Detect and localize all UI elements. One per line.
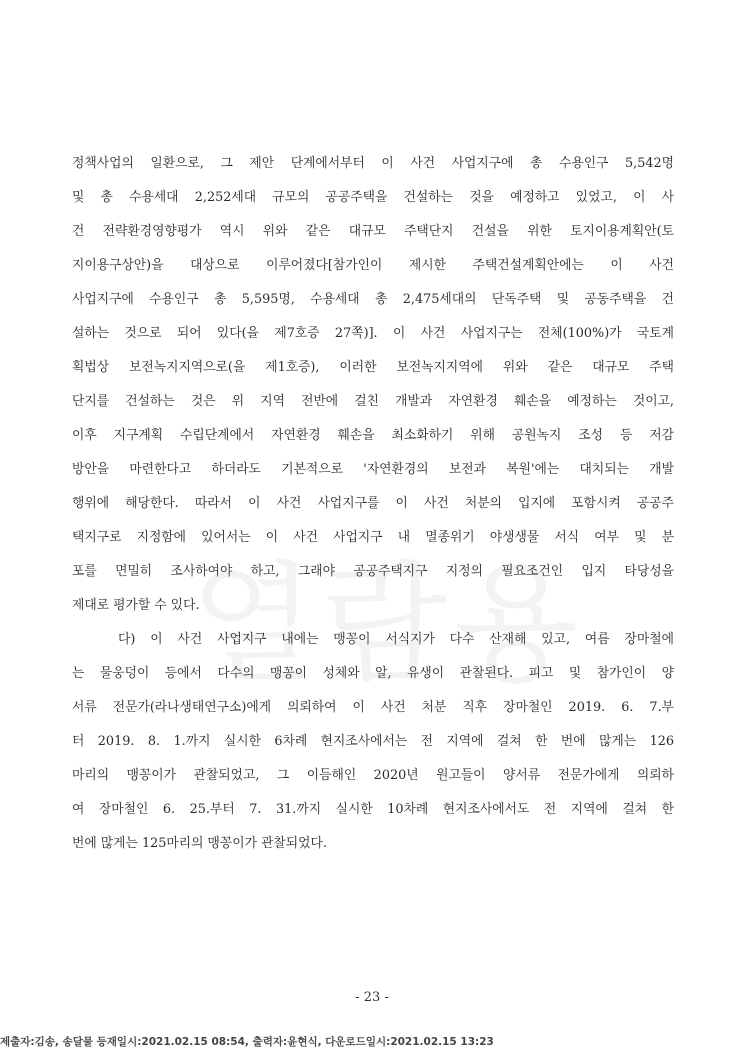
- text-line: 서류 전문가(라나생태연구소)에게 의뢰하여 이 사건 처분 직후 장마철인 2019. 6. 7.부: [72, 700, 674, 715]
- text-line: 및 총 수용세대 2,252세대 규모의 공공주택을 건설하는 것을 예정하고 있었고, 이 사: [72, 190, 674, 205]
- text-line: 정책사업의 일환으로, 그 제안 단계에서부터 이 사건 사업지구에 총 수용인구 5,542명: [72, 156, 674, 171]
- text-line: 제대로 평가할 수 있다.: [72, 598, 200, 613]
- text-line: 이후 지구계획 수립단계에서 자연환경 훼손을 최소화하기 위해 공원녹지 조성 등 저감: [72, 428, 674, 443]
- paragraph-1: [72, 147, 674, 623]
- text-line: 지이용구상안)을 대상으로 이루어졌다[참가인이 제시한 주택건설계획안에는 이 사건: [72, 258, 674, 273]
- text-line: 방안을 마련한다고 하더라도 기본적으로 '자연환경의 보전과 복원'에는 대치되는 개발: [72, 462, 674, 477]
- text-line: 사업지구에 수용인구 총 5,595명, 수용세대 총 2,475세대의 단독주택 및 공동주택을 건: [72, 292, 674, 307]
- download-footer: 제출자:김송, 송달물 등재일시:2021.02.15 08:54, 출력자:윤현식, 다운로드일시:2021.02.15 13:23: [0, 1036, 494, 1048]
- text-line: 여 장마철인 6. 25.부터 7. 31.까지 실시한 10차례 현지조사에서도 전 지역에 걸쳐 한: [72, 802, 674, 817]
- document-body: [72, 147, 674, 861]
- text-line: 획법상 보전녹지지역으로(을 제1호증), 이러한 보전녹지지역에 위와 같은 대규모 주택: [72, 360, 674, 375]
- text-line: 행위에 해당한다. 따라서 이 사건 사업지구를 이 사건 처분의 입지에 포함시켜 공공주: [72, 496, 674, 511]
- text-line: 터 2019. 8. 1.까지 실시한 6차례 현지조사에서는 전 지역에 걸쳐 한 번에 많게는 126: [72, 734, 674, 749]
- text-line: 택지구로 지정함에 있어서는 이 사건 사업지구 내 멸종위기 야생생물 서식 여부 및 분: [72, 530, 674, 545]
- paragraph-2: [72, 623, 674, 861]
- text-line: 다) 이 사건 사업지구 내에는 맹꽁이 서식지가 다수 산재해 있고, 여름 장마철에: [118, 632, 674, 647]
- text-line: 마리의 맹꽁이가 관찰되었고, 그 이듬해인 2020년 원고들이 양서류 전문가에게 의뢰하: [72, 768, 674, 783]
- page-number: - 23 -: [355, 990, 389, 1005]
- text-line: 는 물웅덩이 등에서 다수의 맹꽁이 성체와 알, 유생이 관찰된다. 피고 및 참가인이 양: [72, 666, 674, 681]
- text-line: 건 전략환경영향평가 역시 위와 같은 대규모 주택단지 건설을 위한 토지이용계획안(토: [72, 224, 674, 239]
- text-line: 단지를 건설하는 것은 위 지역 전반에 걸친 개발과 자연환경 훼손을 예정하는 것이고,: [72, 394, 674, 409]
- text-line: 포를 면밀히 조사하여야 하고, 그래야 공공주택지구 지정의 필요조건인 입지 타당성을: [72, 564, 674, 579]
- text-line: 설하는 것으로 되어 있다(을 제7호증 27쪽)]. 이 사건 사업지구는 전체(100%)가 국토계: [72, 326, 674, 341]
- text-line: 번에 많게는 125마리의 맹꽁이가 관찰되었다.: [72, 836, 327, 851]
